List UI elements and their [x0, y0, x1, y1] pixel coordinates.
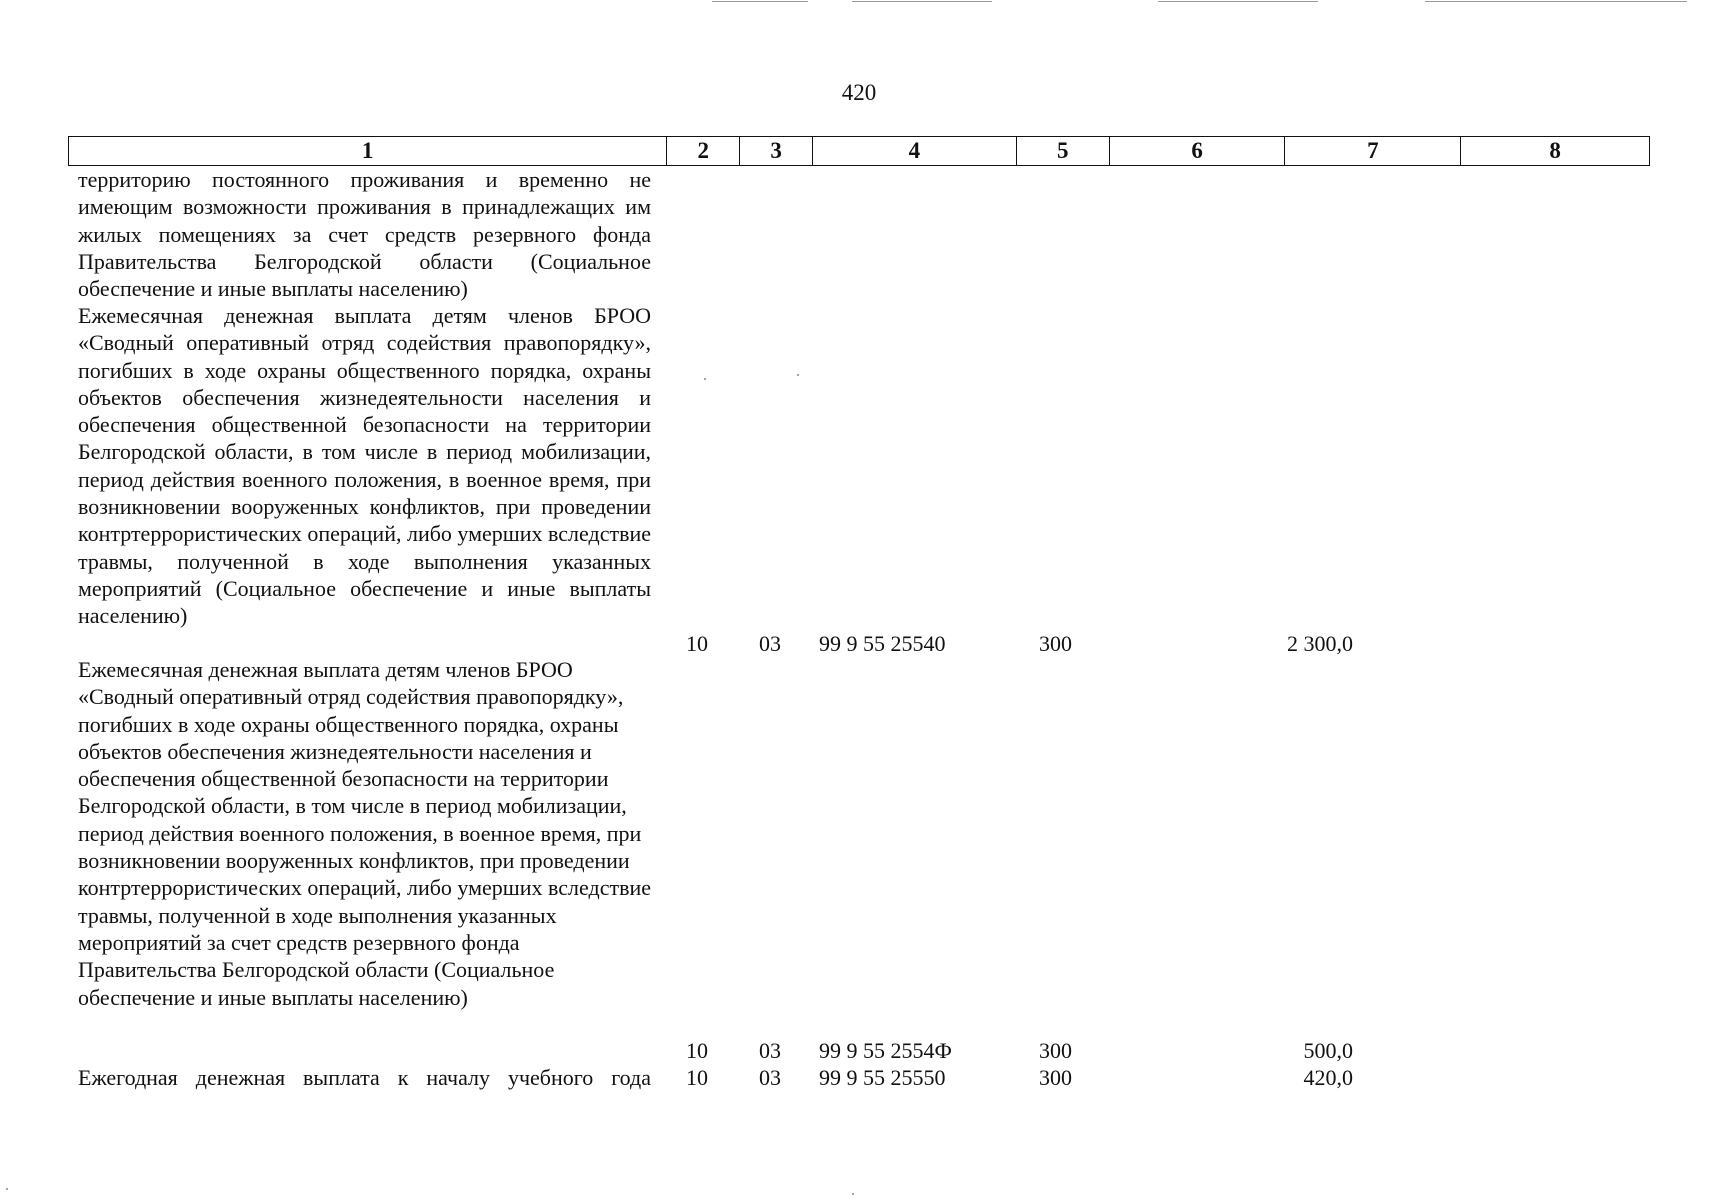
- column-header-5: 5: [1017, 137, 1110, 165]
- cell-target-article: 99 9 55 2554Ф: [819, 1038, 952, 1063]
- cell-target-article: 99 9 55 25550: [819, 1065, 946, 1090]
- scan-speck: [6, 1188, 8, 1190]
- row-description: Ежегодная денежная выплата к началу учебного года: [78, 1065, 651, 1090]
- row-description: Ежемесячная денежная выплата детям членов БРОО «Сводный оперативный отряд содействия правопорядку», погибших в ходе охраны общественного порядка, охраны объектов обеспечения жизнедеятельности населения и обеспечения общественной безопасности на территории Белгородской области, в том числе в период мобилизации, период действия военного положения, в военное время, при возникновении вооруженных конфликтов, при проведении контртеррористических операций, либо умерших вследствие травмы, полученной в ходе выполнения указанных мероприятий за счет средств резервного фонда Правительства Белгородской области (Социальное обеспечение и иные выплаты населению): [78, 657, 651, 1010]
- cell-expense-type: 300: [1039, 1038, 1072, 1063]
- column-header-8: 8: [1549, 138, 1561, 163]
- cell-section: 10: [686, 631, 708, 656]
- cell-amount: 420,0: [1303, 1065, 1353, 1090]
- column-header-2: 2: [667, 137, 740, 165]
- cell-section: 10: [686, 1065, 708, 1090]
- column-header-3: 3: [740, 137, 813, 165]
- cell-amount: 2 300,0: [1287, 631, 1353, 656]
- scan-speck: [797, 374, 799, 376]
- row-description: территорию постоянного проживания и временно не имеющим возможности проживания в принадлежащих им жилых помещениях за счет средств резервного фонда Правительства Белгородской области (Социальное обеспечение и иные выплаты населению): [78, 167, 651, 302]
- cell-amount: 500,0: [1303, 1038, 1353, 1063]
- row-description: Ежемесячная денежная выплата детям членов БРОО «Сводный оперативный отряд содействия правопорядку», погибших в ходе охраны общественного порядка, охраны объектов обеспечения жизнедеятельности населения и обеспечения общественной безопасности на территории Белгородской области, в том числе в период мобилизации, период действия военного положения, в военное время, при возникновении вооруженных конфликтов, при проведении контртеррористических операций, либо умерших вследствие травмы, полученной в ходе выполнения указанных мероприятий (Социальное обеспечение и иные выплаты населению): [78, 303, 651, 629]
- table-header-row: [68, 136, 1650, 166]
- cell-subsection: 03: [759, 1038, 781, 1063]
- cell-subsection: 03: [759, 631, 781, 656]
- column-header-4: 4: [813, 137, 1017, 165]
- cell-section: 10: [686, 1038, 708, 1063]
- page-number: 420: [841, 80, 877, 105]
- scan-artifact-lines: [0, 0, 1718, 6]
- cell-expense-type: 300: [1039, 1065, 1072, 1090]
- column-header-1: 1: [69, 137, 667, 165]
- scan-speck: [704, 378, 706, 380]
- cell-expense-type: 300: [1039, 631, 1072, 656]
- column-header-7: 7: [1285, 137, 1461, 165]
- scan-speck: [852, 1193, 854, 1195]
- column-header-6: 6: [1110, 137, 1286, 165]
- cell-target-article: 99 9 55 25540: [819, 631, 946, 656]
- cell-subsection: 03: [759, 1065, 781, 1090]
